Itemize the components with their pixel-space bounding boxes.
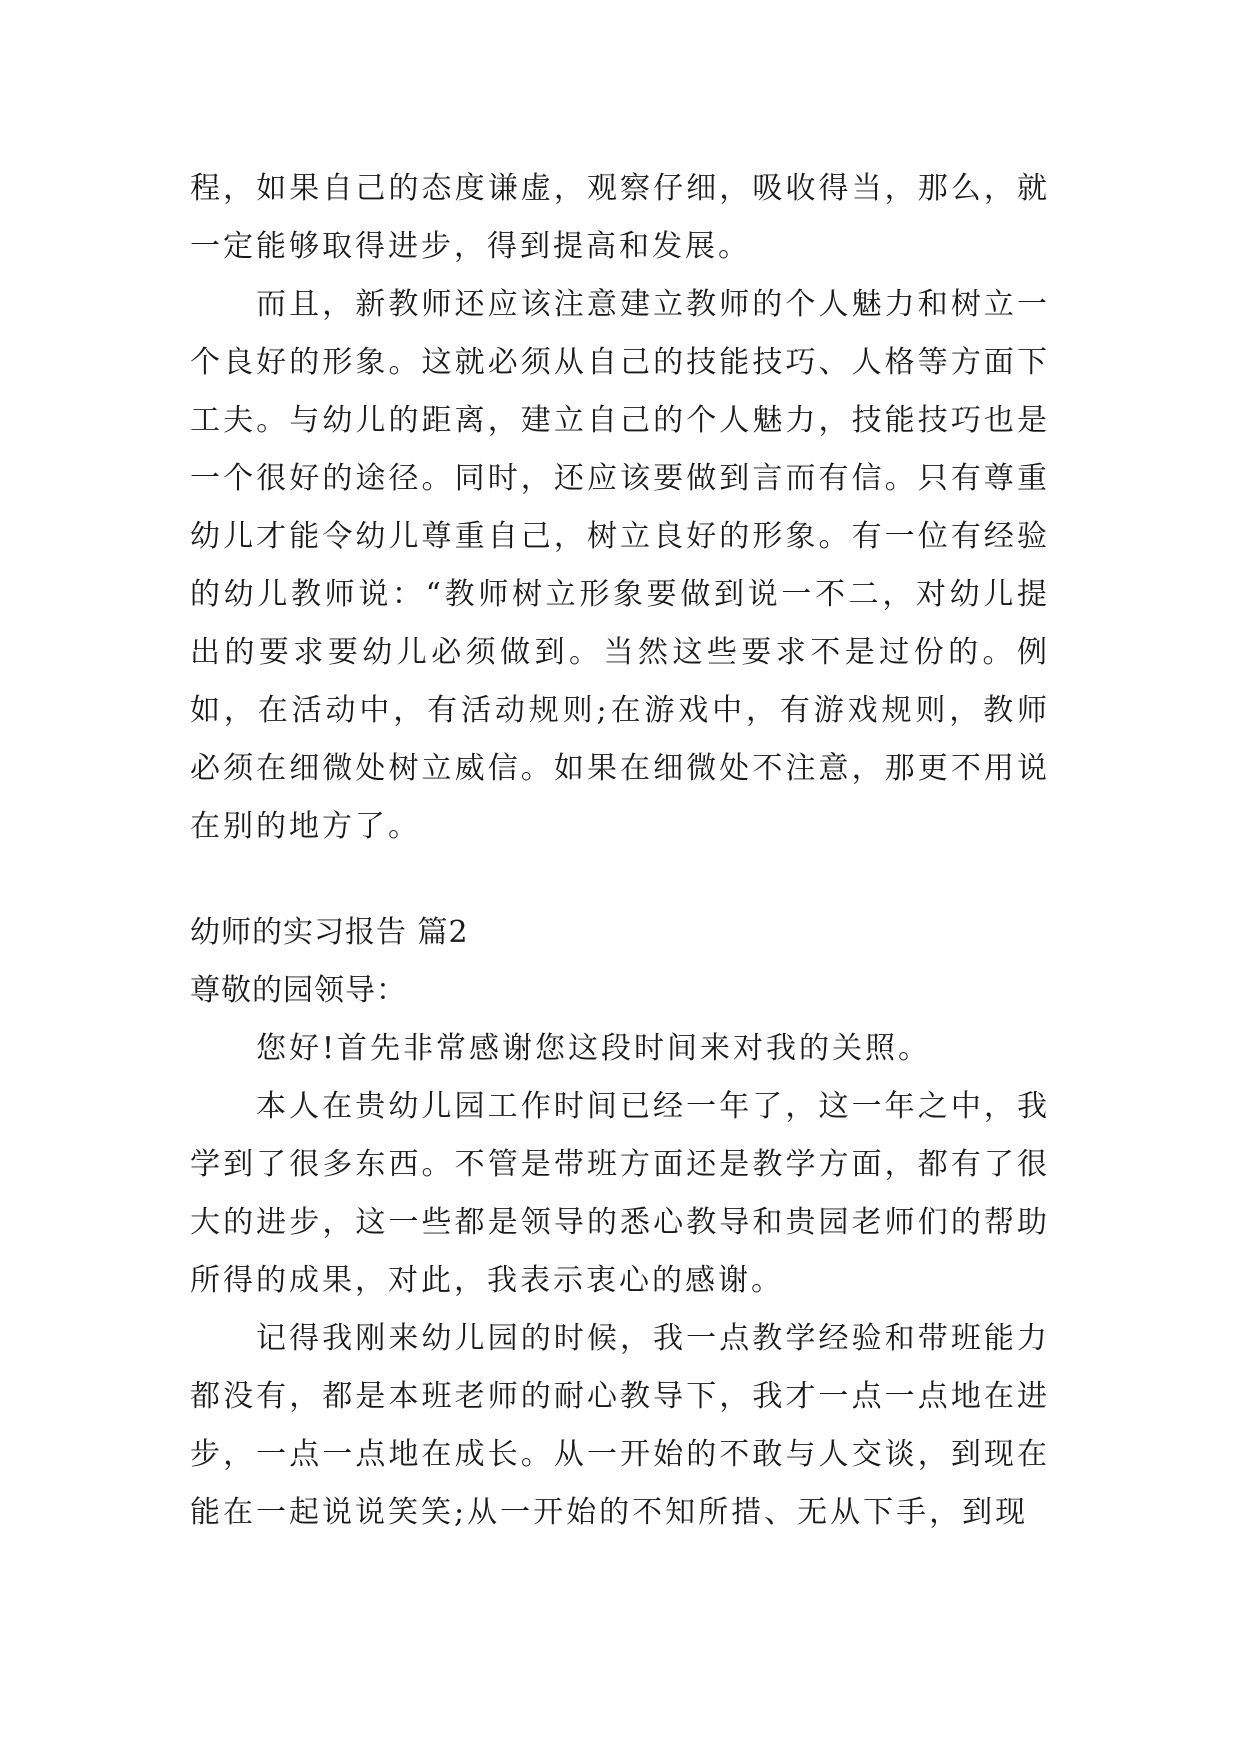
paragraph-teacher-image: 而且，新教师还应该注意建立教师的个人魅力和树立一个良好的形象。这就必须从自己的技能技巧、人格等方面下工夫。与幼儿的距离，建立自己的个人魅力，技能技巧也是一个很好的途径。同时，还应该要做到言而有信。只有尊重幼儿才能令幼儿尊重自己，树立良好的形象。有一位有经验的幼儿教师说：“教师树立形象要做到说一不二，对幼儿提出的要求要幼儿必须做到。当然这些要求不是过份的。例如，在活动中，有活动规则;在游戏中，有游戏规则，教师必须在细微处树立威信。如果在细微处不注意，那更不用说在别的地方了。 xyxy=(190,287,1050,844)
paragraph-continuation: 程，如果自己的态度谦虚，观察仔细，吸收得当，那么，就一定能够取得进步，得到提高和发展。 xyxy=(190,171,1050,264)
paragraph-greeting: 您好!首先非常感谢您这段时间来对我的关照。 xyxy=(256,1031,932,1066)
paragraph-work-year: 本人在贵幼儿园工作时间已经一年了，这一年之中，我学到了很多东西。不管是带班方面还是教学方面，都有了很大的进步，这一些都是领导的悉心教导和贵园老师们的帮助所得的成果，对此，我表示衷心的感谢。 xyxy=(190,1089,1050,1298)
document-page xyxy=(190,160,1050,1542)
paragraph-memories: 记得我刚来幼儿园的时候，我一点教学经验和带班能力都没有，都是本班老师的耐心教导下，我才一点一点地在进步，一点一点地在成长。从一开始的不敢与人交谈，到现在能在一起说说笑笑;从一开始的不知所措、无从下手，到现 xyxy=(190,1321,1050,1530)
section-title: 幼师的实习报告 篇2 xyxy=(190,915,469,950)
section-spacer xyxy=(190,856,1050,904)
salutation: 尊敬的园领导： xyxy=(190,973,407,1008)
